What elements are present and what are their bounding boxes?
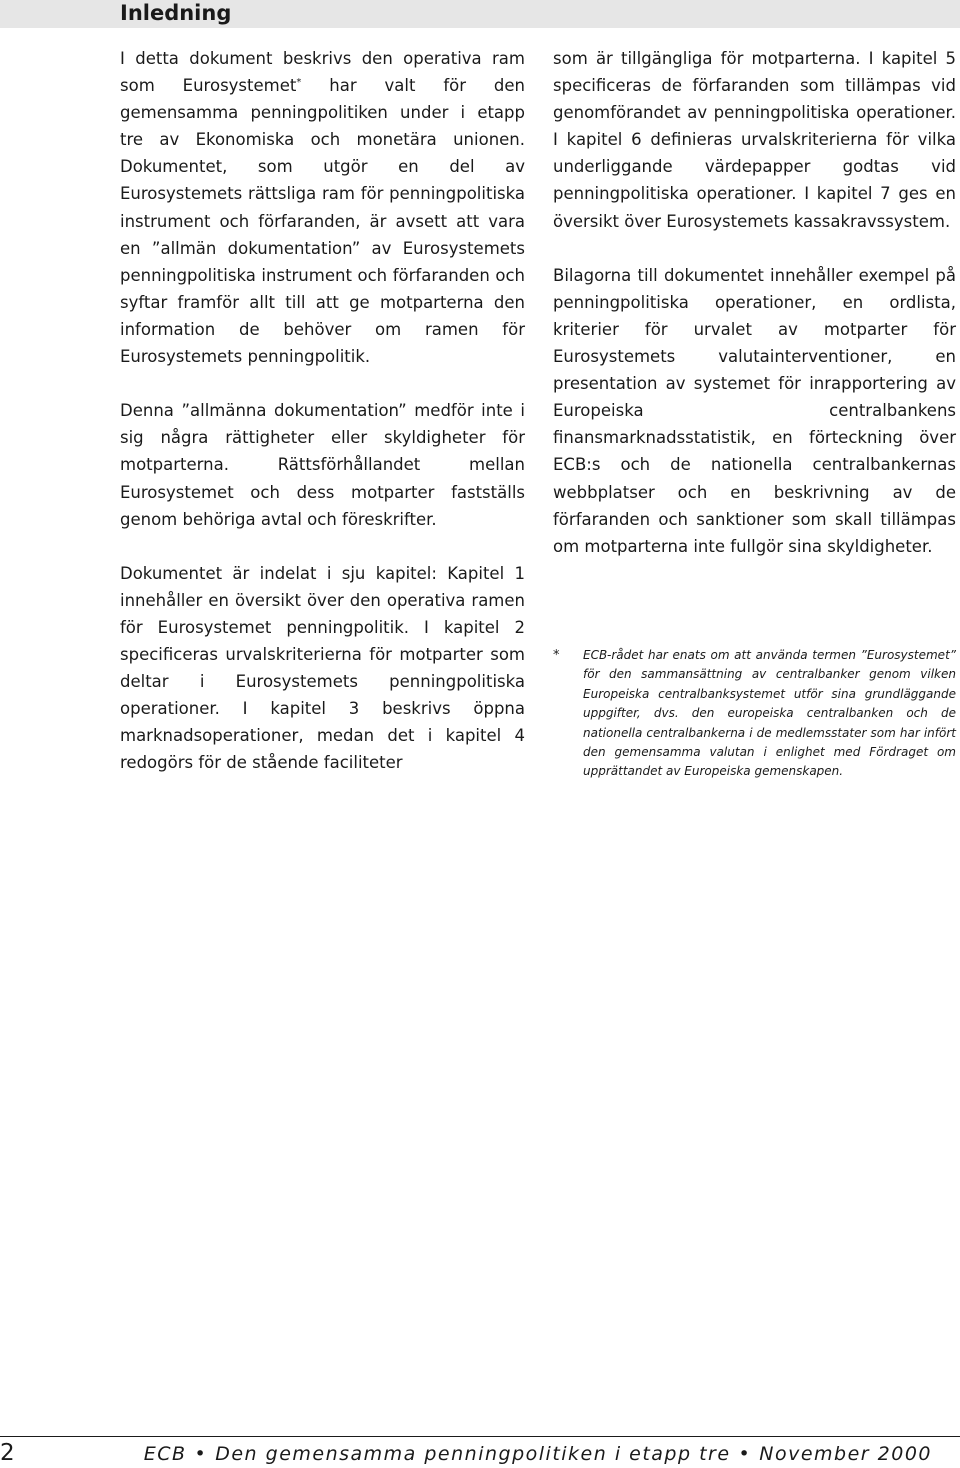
paragraph-legal-status: Denna ”allmänna dokumentation” medför inte i sig några rättigheter eller skyldigheter för motparterna. Rättsförhållandet mellan Eurosystemet och dess motparter fastställs genom behöriga avtal och föreskrifter. [120,401,525,529]
paragraph-annexes: Bilagorna till dokumentet innehåller exempel på penningpolitiska operationer, en ordlista, kriterier för urvalet av motparter för Eurosystemets valutainterventioner, en presentation av systemet för inrapportering av Europeiska centralbankens finansmarknadsstatistik, en förteckning över ECB:s och de nationella centralbankernas webbplatser och en beskrivning av de förfaranden och sanktioner som skall tillämpas om motparterna inte fullgör sina skyldigheter. [553,265,956,556]
left-column [120,45,525,804]
paragraph-chapters-continued: som är tillgängliga för motparterna. I kapitel 5 specificeras de förfaranden som tillämpas vid genomförandet av penningpolitiska operationer. I kapitel 6 definieras urvalskriterierna för vilka underliggande värdepapper godtas vid penningpolitiska operationer. I kapitel 7 ges en översikt över Eurosystemets kassakravssystem. [553,49,956,231]
footer-publisher: ECB [143,1443,187,1465]
footer-document-title: Den gemensamma penningpolitiken i etapp tre [215,1443,731,1465]
paragraph-intro [120,45,525,370]
running-footer [144,1441,932,1467]
footer-separator-2: • [738,1443,752,1465]
footer-separator: • [194,1443,208,1465]
footnote-mark: * [553,648,560,663]
right-column [553,45,956,587]
title-bar [0,0,960,28]
paragraph-intro-rest: har valt för den gemensamma penningpolitiken under i etapp tre av Ekonomiska och monetära unionen. Dokumentet, som utgör en del av Eurosystemets rättsliga ram för penningpolitiska instrument och förfaranden, är avsett att vara en ”allmän dokumentation” av Eurosystemets penningpolitiska instrument och förfaranden och syftar framför allt till att ge motparterna den information de behöver om ramen för Eurosystemets penningpolitik. [120,76,525,367]
footnote [553,646,956,782]
footer-date: November 2000 [759,1443,932,1465]
page-title: Inledning [120,1,232,25]
footnote-reference: * [296,77,302,89]
paragraph-intro-start: I detta dokument beskrivs den operativa ram som Eurosystemet [120,49,525,96]
footnote-text: ECB-rådet har enats om att använda termen ”Eurosystemet” för den sammansättning av centralbanker genom vilken Europeiska centralbanksystemet utför sina grundläggande uppgifter, dvs. den europeiska centralbanken och de nationella centralbankerna i de medlemsstater som har infört den gemensamma valutan i enlighet med Fördraget om upprättandet av Europeiska gemenskapen. [583,648,956,779]
paragraph-chapters-overview: Dokumentet är indelat i sju kapitel: Kapitel 1 innehåller en översikt över den operativa ramen för Eurosystemet penningpolitik. I kapitel 2 specificeras urvalskriterierna för motparter som deltar i Eurosystemets penningpolitiska operationer. I kapitel 3 beskrivs öppna marknadsoperationer, medan det i kapitel 4 redogörs för de stående faciliteter [120,563,525,773]
page-number: 2 [0,1440,15,1466]
footer-divider [0,1436,960,1437]
